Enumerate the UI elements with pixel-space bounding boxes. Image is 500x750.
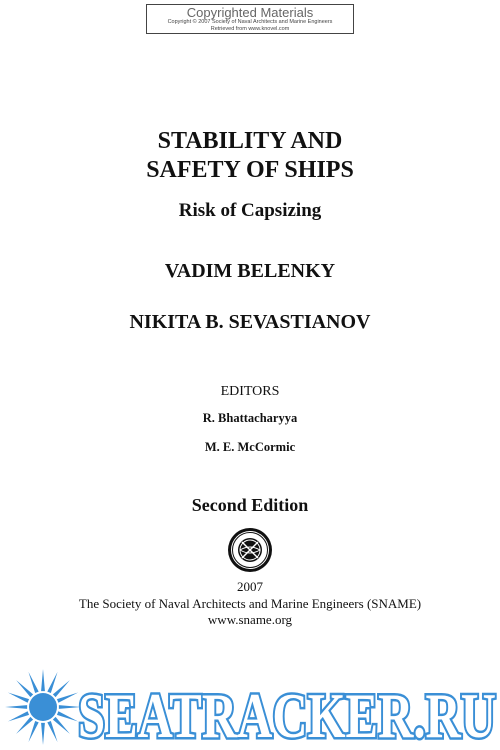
editor-2: M. E. McCormic — [204, 440, 296, 454]
sname-seal-icon — [227, 527, 273, 573]
title-line-2: SAFETY OF SHIPS — [146, 157, 354, 183]
book-subtitle: Risk of Capsizing — [178, 200, 322, 221]
edition: Second Edition — [191, 495, 309, 515]
book-title — [0, 127, 500, 185]
editor-1: R. Bhattacharyya — [202, 411, 298, 425]
title-line-1: STABILITY AND — [157, 128, 343, 154]
editors-label: EDITORS — [220, 384, 280, 399]
watermark-text: SEATRACKER.RU — [78, 681, 496, 750]
watermark — [0, 660, 500, 750]
author-1: VADIM BELENKY — [164, 260, 336, 282]
author-2: NIKITA B. SEVASTIANOV — [129, 311, 371, 333]
publisher: The Society of Naval Architects and Marine Engineers (SNAME) — [78, 596, 422, 611]
stamp-copyright: Copyright © 2007 Society of Naval Architects and Marine Engineers — [167, 19, 333, 25]
stamp-source: Retrieved from www.knovel.com — [210, 26, 290, 32]
stamp-title: Copyrighted Materials — [186, 5, 314, 20]
copyright-stamp — [146, 4, 354, 34]
publisher-website: www.sname.org — [207, 612, 293, 627]
publication-year: 2007 — [237, 579, 263, 594]
